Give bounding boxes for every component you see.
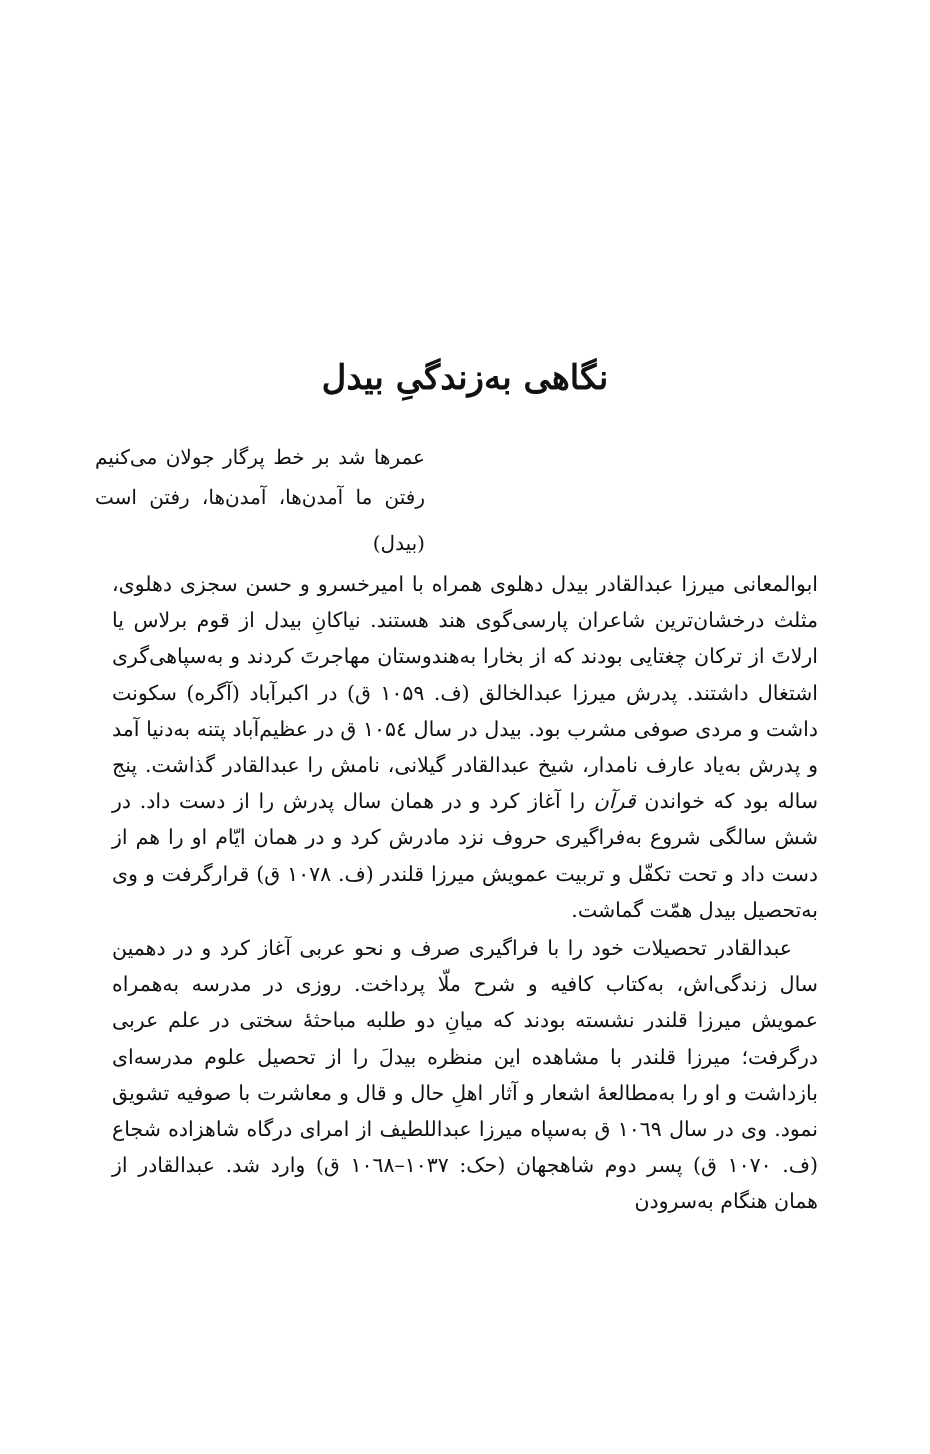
epigraph (95, 437, 425, 563)
epigraph-verse-1: عمرها شد بر خط پرگار جولان می‌کنیم (95, 445, 425, 469)
body-text (112, 566, 818, 1220)
epigraph-attribution: (بیدل) (372, 531, 425, 555)
chapter-title: نگاهی به‌زندگیِ بیدل (321, 358, 609, 398)
epigraph-verse-2: رفتن ما آمدن‌ها، آمدن‌ها، رفتن است (95, 485, 425, 509)
paragraph-1-italic-word: قرآن (593, 789, 636, 814)
paragraph-2: عبدالقادر تحصیلات خود را با فراگیری صرف و نحو عربی آغاز کرد و در دهمین سال زندگی‌اش، به‌کتاب کافیه و شرح ملّا پرداخت. روزی در مدرسه به‌همراه عمویش میرزا قلندر نشسته بودند که میانِ دو طلبه مباحثهٔ سختی در علم عربی درگرفت؛ میرزا قلندر با مشاهده این منظره بیدلَ را از تحصیل علوم مدرسه‌ای بازداشت و او را به‌مطالعهٔ اشعار و آثار اهلِ حال و قال و معاشرت با صوفیه تشویق نمود. وی در سال ۱۰٦۹ ق به‌سپاه میرزا عبداللطیف از امرای درگاه شاهزاده شجاع (ف. ۱۰۷۰ ق) پسر دوم شاهجهان (حک: ۱۰۳۷–۱۰٦۸ ق) وارد شد. عبدالقادر از همان هنگام به‌سرودن (112, 936, 818, 1214)
paragraph-1-part-a: ابوالمعانی میرزا عبدالقادر بیدل دهلوی همراه با امیرخسرو و حسن سجزی دهلوی، مثلث درخشان‌ترین شاعران پارسی‌گوی هند هستند. نیاکانِ بیدل از قوم برلاس یا ارلاتَ از ترکان چغتایی بودند که از بخارا به‌هندوستان مهاجرتَ کردند و به‌سپاهی‌گری اشتغال داشتند. پدرش میرزا عبدالخالق (ف. ۱۰۵۹ ق) در اکبرآباد (آگره) سکونت داشت و مردی صوفی مشرب بود. بیدل در سال ۱۰۵٤ ق در عظیم‌آباد پتنه به‌دنیا آمد و پدرش به‌یاد عارف نامدار، شیخ عبدالقادر گیلانی، نامش را عبدالقادر گذاشت. پنج ساله بود که خواندن (112, 572, 818, 814)
paragraph-1 (112, 566, 818, 928)
paragraph-1-part-b: را آغاز کرد و در همان سال پدرش را از دست داد. در شش سالگی شروع به‌فراگیری حروف نزد مادرش کرد و در همان ایّام او را هم از دست داد و تحت تکفّل و تربیت عمویش میرزا قلندر (ف. ۱۰۷۸ ق) قرارگرفت و وی به‌تحصیل بیدل همّت گماشت. (112, 789, 818, 922)
